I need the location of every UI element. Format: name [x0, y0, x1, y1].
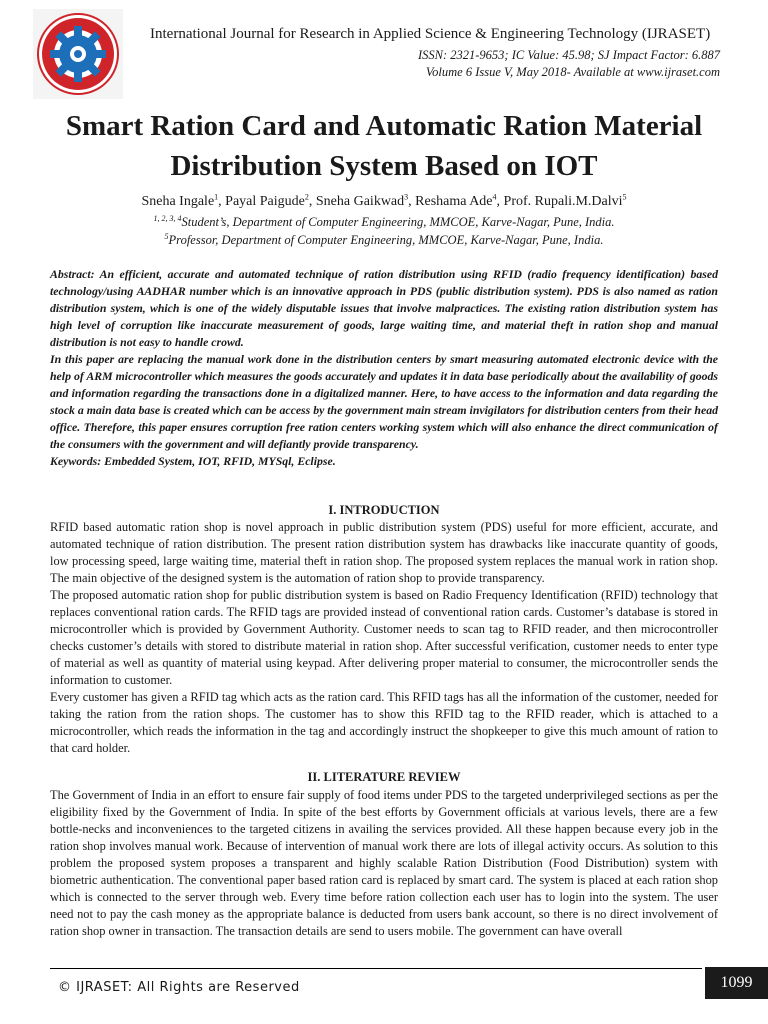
author-name: Sneha Gaikwad [315, 193, 405, 209]
author-name: Payal Paigude [225, 193, 305, 209]
author-sep: , [408, 193, 416, 209]
paper-title-line-2: Distribution System Based on IOT [170, 150, 598, 182]
section-heading-literature-review: II. LITERATURE REVIEW [307, 770, 461, 784]
affiliation-text: Student’s, Department of Computer Engineering, MMCOE, Karve-Nagar, Pune, India. [181, 215, 615, 230]
affiliation-sup: 1, 2, 3, 4 [153, 214, 182, 223]
author-1 [141, 194, 225, 209]
section-literature-body [50, 787, 718, 940]
paragraph: Every customer has given a RFID tag which acts as the ration card. This RFID tags has all the information of the customer, needed for taking the ration from the ration shops. The customer has to show this RFID tag to the RFID reader, which is attached to a microcontroller, which reads the information in the tag and accordingly instruct the shopkeeper to give this much amount of ration to that card holder. [50, 690, 718, 755]
paragraph: The proposed automatic ration shop for public distribution system is based on Radio Frequency Identification (RFID) technology that replaces conventional ration cards. The RFID tags are provided instead of conventional ration cards. Customer’s database is stored in microcontroller which is provided by Government Authority. Customer needs to scan tag to RFID reader, and then microcontroller checks customer’s details with stored to distribute material in ration shop. After successful verification, customer needs to enter type of material as well as quantity of material using keypad. After delivering proper material to consumer, the microcontroller sends the information to customer. [50, 588, 718, 687]
author-sup: 1 [214, 192, 219, 201]
paper-title [20, 106, 748, 186]
footer-copyright: © IJRASET: All Rights are Reserved [58, 980, 300, 995]
journal-name: International Journal for Research in Applied Science & Engineering Technology (IJRASET) [150, 26, 711, 42]
affiliation-sup: 5 [164, 232, 169, 241]
author-3 [316, 194, 415, 209]
paper-title-line-1: Smart Ration Card and Automatic Ration Material [65, 110, 703, 142]
abstract [50, 266, 718, 470]
keywords-text: : Embedded System, IOT, RFID, MYSql, Eclipse. [97, 454, 336, 468]
author-name: Prof. Rupali.M.Dalvi [503, 193, 623, 209]
affiliation-professor [20, 232, 748, 248]
journal-issn-line: ISSN: 2321-9653; IC Value: 45.98; SJ Impact Factor: 6.887 [417, 48, 720, 62]
author-5 [504, 194, 627, 209]
affiliation-text: Professor, Department of Computer Engineering, MMCOE, Karve-Nagar, Pune, India. [168, 233, 604, 248]
author-4 [415, 194, 503, 209]
keywords [50, 453, 718, 470]
abstract-label: Abstract: [50, 267, 95, 281]
author-sep: , [218, 193, 226, 209]
abstract-paragraph-1 [50, 266, 718, 351]
affiliation-students [20, 214, 748, 230]
journal-volume-line: Volume 6 Issue V, May 2018- Available at www.ijraset.com [425, 65, 720, 79]
author-sep: , [496, 193, 504, 209]
author-sup: 4 [492, 192, 497, 201]
paragraph: RFID based automatic ration shop is novel approach in public distribution system (PDS) useful for more efficient, accurate, and automated technique of ration distribution. The present ration distribution system has drawbacks like inaccurate quantity of goods, low processing speed, large waiting time, material theft in ration shop. The proposed system replaces the manual work in ration shop. The main objective of the designed system is the automation of ration shop to provide transparency. [50, 520, 718, 585]
author-name: Reshama Ade [415, 193, 493, 209]
journal-logo [33, 9, 123, 99]
author-name: Sneha Ingale [141, 193, 215, 209]
author-2 [225, 194, 316, 209]
section-heading-introduction: I. INTRODUCTION [328, 503, 440, 517]
author-sup: 3 [404, 192, 409, 201]
author-sup: 5 [622, 192, 627, 201]
page-number: 1099 [705, 967, 768, 999]
author-list [20, 192, 748, 210]
footer-divider [50, 968, 702, 969]
section-introduction-body [50, 519, 718, 757]
journal-logo-seal [33, 9, 123, 99]
author-sup: 2 [304, 192, 309, 201]
author-sep: , [308, 193, 316, 209]
keywords-label: Keywords [50, 454, 98, 468]
abstract-paragraph-2: In this paper are replacing the manual work done in the distribution centers by smart measuring automated electronic device with the help of ARM microcontroller which measures the goods accurately and updates it in data base periodically about the availability of goods and information regarding the transactions done in a digitalized manner. Here, to have access to the information and data regarding the stock a main data base is created which can be access by the government main stream invigilators for distribution centers from their head office. Therefore, this paper ensures corruption free ration centers working system which will also enhance the direct communication of the consumers with the government and will defiantly provide transparency. [50, 352, 718, 451]
abstract-text: An efficient, accurate and automated technique of ration distribution using RFID (radio frequency identification) based technology/using AADHAR number which is an innovative approach in PDS (public distribution system). PDS is also named as ration distribution system, which is one of the widely disputable issues that involve malpractices. The existing ration distribution system has high level of corruption like inaccurate measurement of goods, large waiting time, and material theft in ration shop and manual distribution is not easy to handle crowd. [50, 267, 718, 349]
paragraph: The Government of India in an effort to ensure fair supply of food items under PDS to the targeted underprivileged sections as per the eligibility fixed by the Government of India. In spite of the best efforts by Government officials at various levels, there are a few bottle-necks and inconveniences to the targeted citizens in availing the services provided. All these happen because every job in the ration shop involves manual work. Because of intervention of manual work there are lots of illegal activity occurs. As solution to this problem the proposed system proposes a transparent and highly scalable Ration Distribution (Food Distribution) system with biometric authentication. The conventional paper based ration card is replaced by smart card. The system is placed at each ration shop which is connected to the server through web. Every time before ration collection each user has to login into the system. The user need not to pay the cash money as the appropriate balance is deducted from users bank account, so there is no direct involvement of ration shop owner in transaction. The transaction details are send to users mobile. The government can have overall [50, 788, 718, 938]
